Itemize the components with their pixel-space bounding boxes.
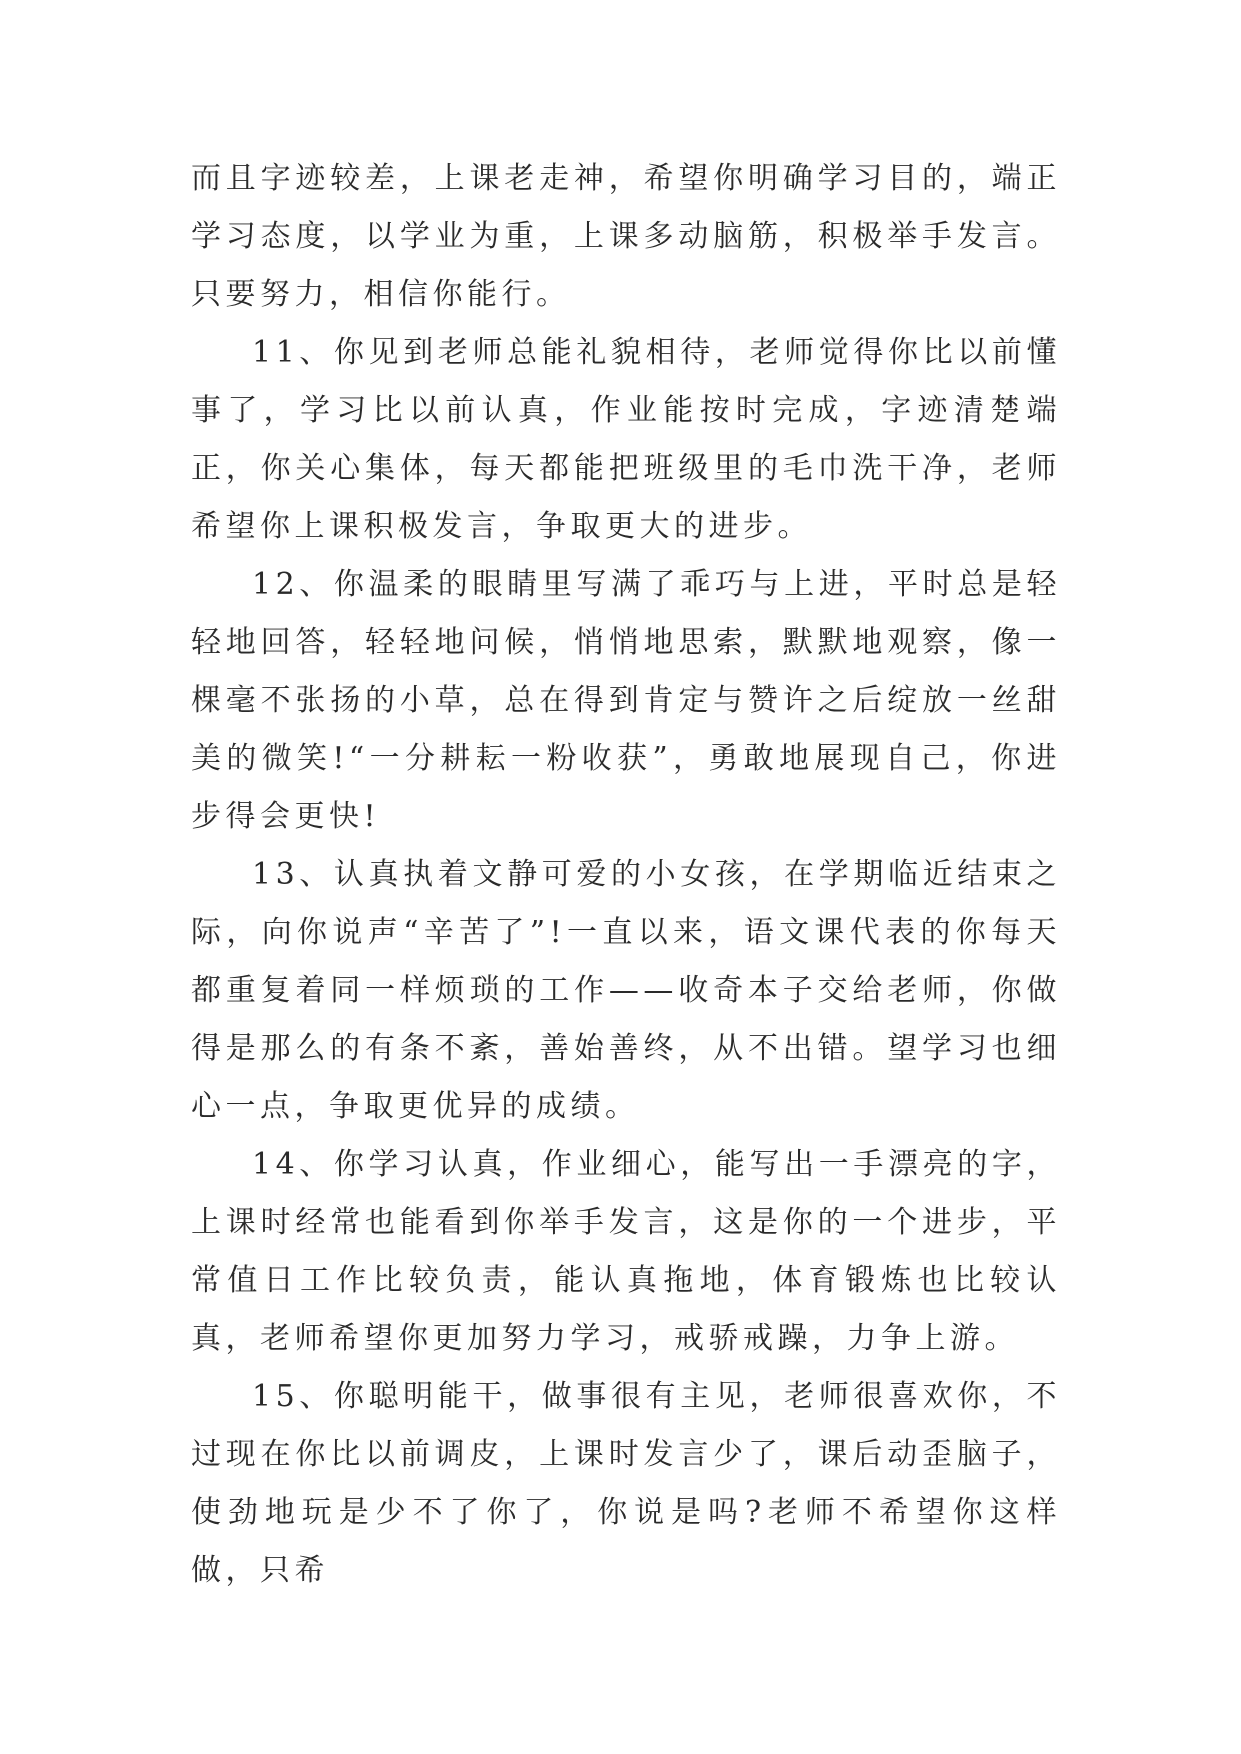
paragraph-comment-12: 12、你温柔的眼睛里写满了乖巧与上进，平时总是轻轻地回答，轻轻地问候，悄悄地思索，默默地观察，像一棵毫不张扬的小草，总在得到肯定与赞许之后绽放一丝甜美的微笑!“一分耕耘一粉收获”，勇敢地展现自己，你进步得会更快! — [191, 567, 1061, 834]
document-body — [191, 150, 1061, 1600]
paragraph-continuation: 而且字迹较差，上课老走神，希望你明确学习目的，端正学习态度，以学业为重，上课多动脑筋，积极举手发言。只要努力，相信你能行。 — [191, 161, 1061, 312]
paragraph-comment-11: 11、你见到老师总能礼貌相待，老师觉得你比以前懂事了，学习比以前认真，作业能按时完成，字迹清楚端正，你关心集体，每天都能把班级里的毛巾洗干净，老师希望你上课积极发言，争取更大的进步。 — [191, 335, 1061, 544]
paragraph-comment-14: 14、你学习认真，作业细心，能写出一手漂亮的字，上课时经常也能看到你举手发言，这是你的一个进步，平常值日工作比较负责，能认真拖地，体育锻炼也比较认真，老师希望你更加努力学习，戒骄戒躁，力争上游。 — [191, 1147, 1061, 1356]
paragraph-comment-13: 13、认真执着文静可爱的小女孩，在学期临近结束之际，向你说声“辛苦了”!一直以来，语文课代表的你每天都重复着同一样烦琐的工作——收奇本子交给老师，你做得是那么的有条不紊，善始善终，从不出错。望学习也细心一点，争取更优异的成绩。 — [191, 857, 1061, 1124]
paragraph-comment-15: 15、你聪明能干，做事很有主见，老师很喜欢你，不过现在你比以前调皮，上课时发言少了，课后动歪脑子，使劲地玩是少不了你了，你说是吗?老师不希望你这样做，只希 — [191, 1379, 1061, 1588]
